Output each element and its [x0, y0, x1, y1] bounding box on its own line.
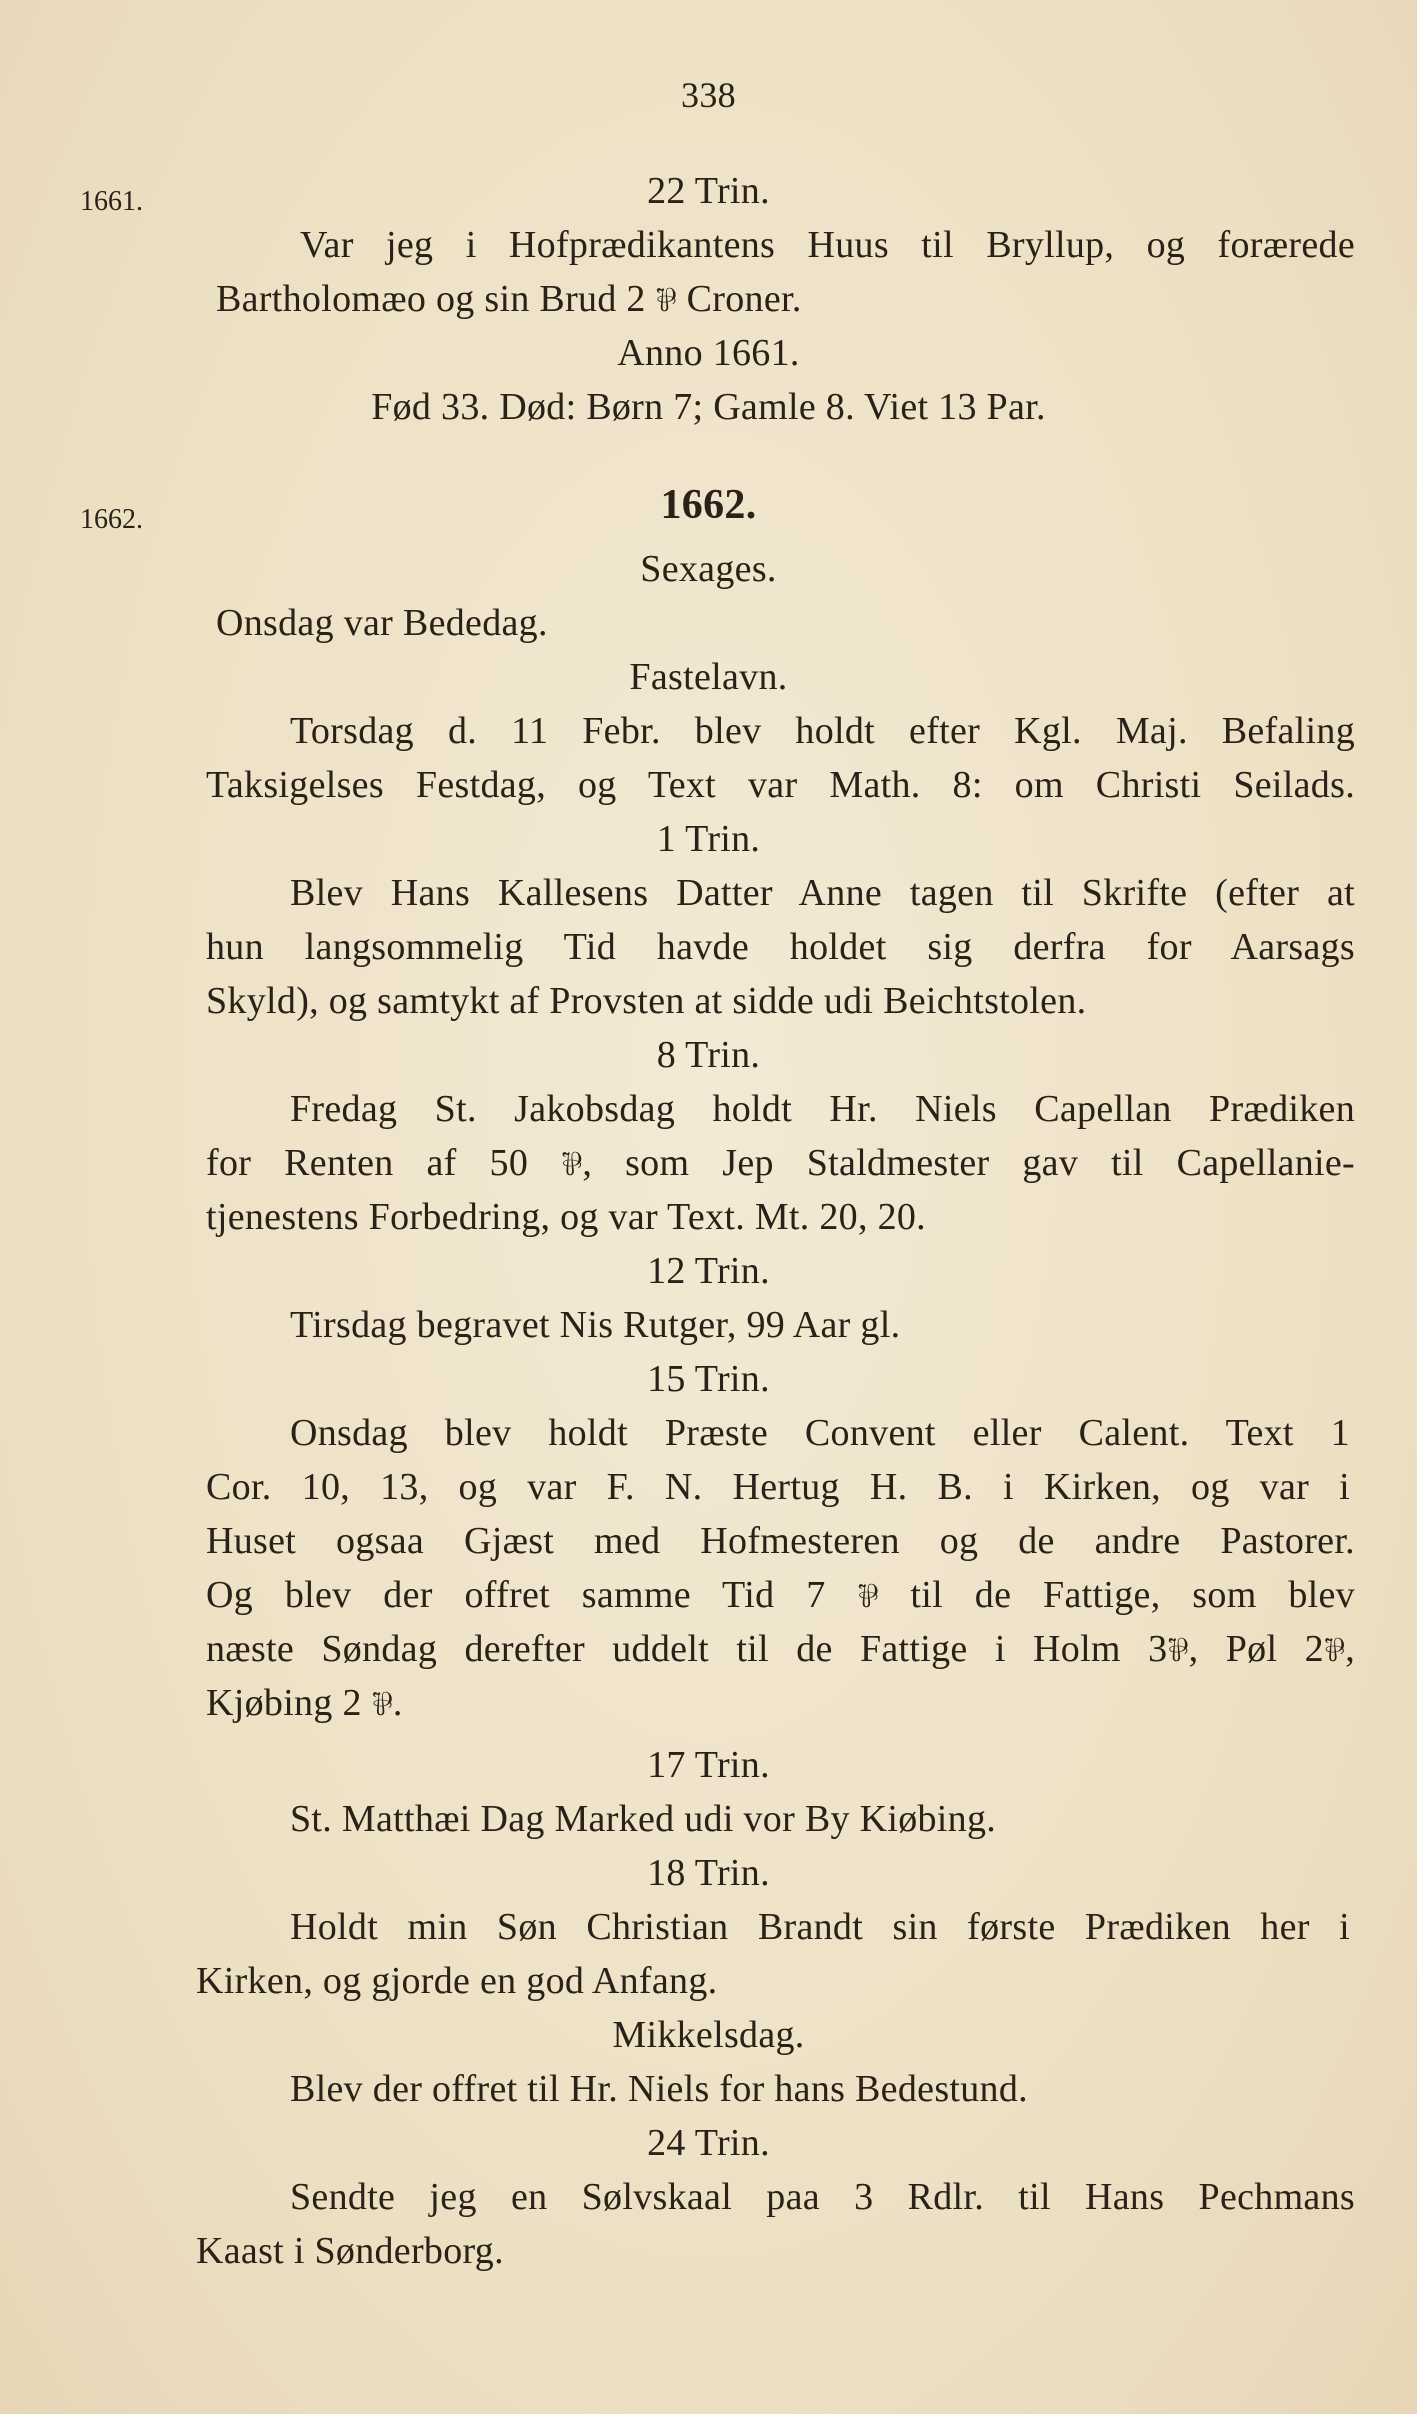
text-fragment: Croner.: [686, 278, 802, 320]
text-line: tjenestens Forbedring, og var Text. Mt. 20, 20.: [206, 1196, 926, 1238]
text-line: Cor. 10, 13, og var F. N. Hertug H. B. i Kirken, og var i: [206, 1466, 1350, 1508]
rixdaler-symbol: ⅌: [371, 1685, 393, 1723]
text-line: St. Matthæi Dag Marked udi vor By Kiøbing.: [290, 1798, 997, 1840]
text-fragment: ,: [1345, 1628, 1355, 1670]
text-line: Var jeg i Hofprædikantens Huus til Bryllup, og forærede: [300, 224, 1355, 266]
text-fragment: for Renten af 50: [206, 1142, 529, 1184]
text-line: Kirken, og gjorde en god Anfang.: [196, 1960, 718, 2002]
rixdaler-symbol: ⅌: [561, 1145, 583, 1183]
heading-15-trin: 15 Trin.: [647, 1358, 770, 1400]
text-line: Taksigelses Festdag, og Text var Math. 8: om Christi Seilads.: [206, 764, 1355, 806]
heading-12-trin: 12 Trin.: [647, 1250, 770, 1292]
text-line: Blev Hans Kallesens Datter Anne tagen til Skrifte (efter at: [290, 872, 1355, 914]
text-line: Skyld), og samtykt af Provsten at sidde udi Beichtstolen.: [206, 980, 1087, 1022]
rixdaler-symbol: ⅌: [655, 281, 677, 319]
text-line: [206, 1626, 1355, 1673]
text-line: Onsdag blev holdt Præste Convent eller Calent. Text 1: [290, 1412, 1350, 1454]
text-line: Holdt min Søn Christian Brandt sin første Prædiken her i: [290, 1906, 1350, 1948]
rixdaler-symbol: ⅌: [857, 1577, 879, 1615]
heading-8-trin: 8 Trin.: [656, 1034, 761, 1076]
heading-17-trin: 17 Trin.: [647, 1744, 770, 1786]
text-line: Sendte jeg en Sølvskaal paa 3 Rdlr. til Hans Pechmans: [290, 2176, 1355, 2218]
statistics-line: Fød 33. Død: Børn 7; Gamle 8. Viet 13 Par.: [371, 386, 1046, 428]
text-line: Huset ogsaa Gjæst med Hofmesteren og de andre Pastorer.: [206, 1520, 1355, 1562]
heading-22-trin: 22 Trin.: [647, 170, 770, 212]
text-fragment: , som Jep Staldmester gav til Capellanie-: [582, 1142, 1356, 1184]
heading-1-trin: 1 Trin.: [656, 818, 761, 860]
page-number: 338: [681, 75, 736, 115]
text-fragment: , Pøl 2: [1188, 1628, 1324, 1670]
text-line: hun langsommelig Tid havde holdet sig derfra for Aarsags: [206, 926, 1355, 968]
text-fragment: Og blev der offret samme Tid 7: [206, 1574, 826, 1616]
text-line: Onsdag var Bededag.: [216, 602, 548, 644]
text-line: Kaast i Sønderborg.: [196, 2230, 504, 2272]
heading-anno-1661: Anno 1661.: [617, 332, 800, 374]
margin-year-1662: 1662.: [80, 504, 143, 535]
text-line: [206, 1680, 403, 1727]
heading-mikkelsdag: Mikkelsdag.: [612, 2014, 805, 2056]
text-line: [206, 1140, 1355, 1187]
text-line: Blev der offret til Hr. Niels for hans Bedestund.: [290, 2068, 1028, 2110]
text-fragment: næste Søndag derefter uddelt til de Fattige i Holm 3: [206, 1628, 1168, 1670]
text-line: Torsdag d. 11 Febr. blev holdt efter Kgl. Maj. Befaling: [290, 710, 1355, 752]
text-fragment: til de Fattige, som blev: [910, 1574, 1355, 1616]
text-fragment: Kjøbing 2: [206, 1682, 362, 1724]
heading-fastelavn: Fastelavn.: [629, 656, 788, 698]
margin-year-1661: 1661.: [80, 186, 143, 217]
text-line: Fredag St. Jakobsdag holdt Hr. Niels Capellan Prædiken: [290, 1088, 1355, 1130]
heading-year-1662: 1662.: [660, 482, 757, 528]
heading-sexages: Sexages.: [640, 548, 777, 590]
heading-24-trin: 24 Trin.: [647, 2122, 770, 2164]
rixdaler-symbol: ⅌: [1167, 1631, 1189, 1669]
text-line: [216, 276, 802, 323]
heading-18-trin: 18 Trin.: [647, 1852, 770, 1894]
text-fragment: Bartholomæo og sin Brud 2: [216, 278, 646, 320]
text-line: Tirsdag begravet Nis Rutger, 99 Aar gl.: [290, 1304, 901, 1346]
text-fragment: .: [392, 1682, 403, 1724]
text-line: [206, 1572, 1355, 1619]
rixdaler-symbol: ⅌: [1323, 1631, 1346, 1669]
